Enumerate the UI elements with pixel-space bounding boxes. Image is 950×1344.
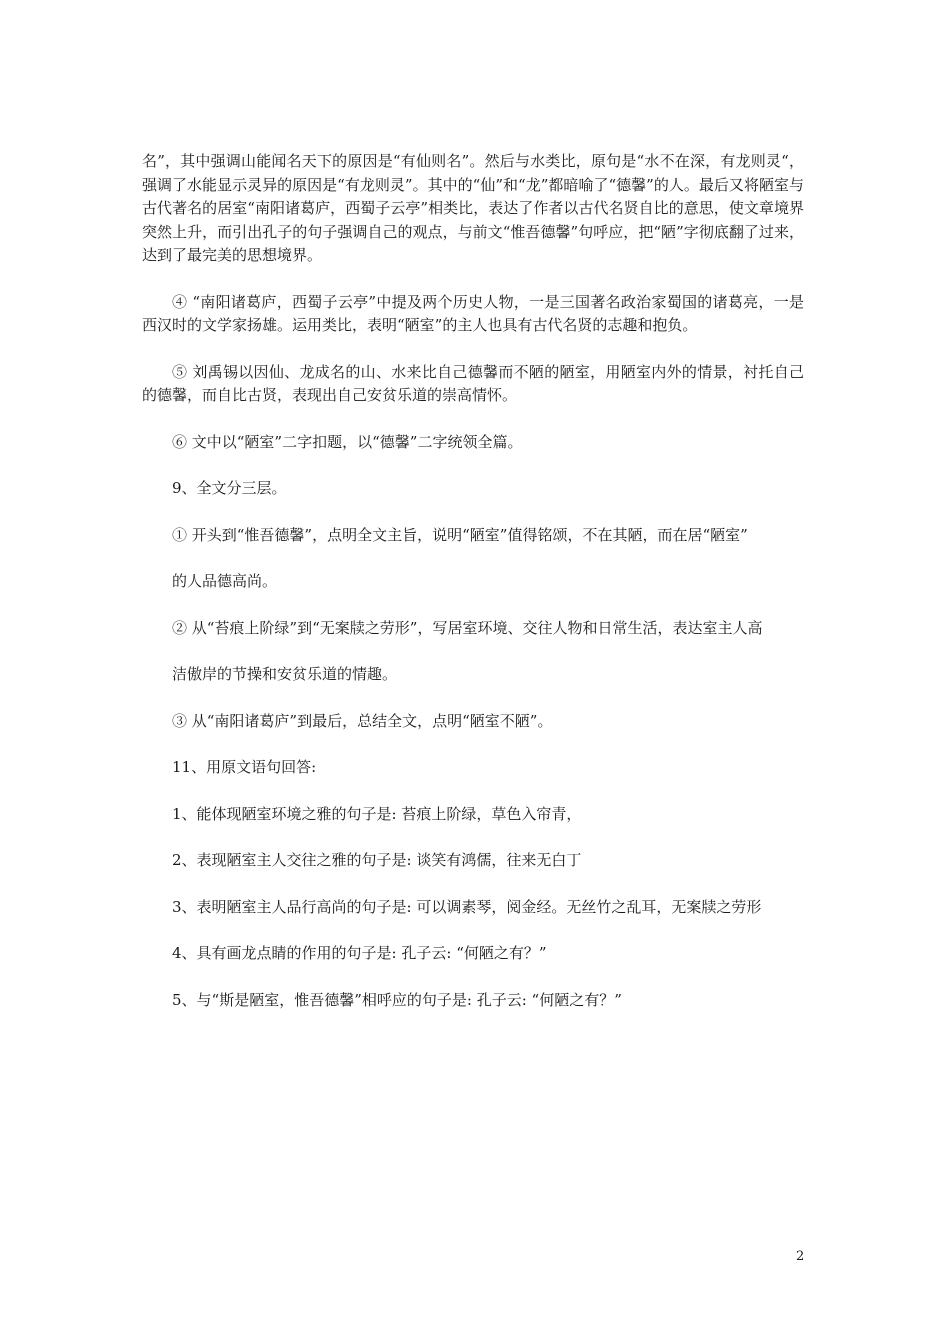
paragraph-layer-2-cont: 洁傲岸的节操和安贫乐道的情趣。 — [172, 665, 398, 683]
paragraph-point-6: ⑥ 文中以“陋室”二字扣题，以“德馨”二字统领全篇。 — [172, 432, 523, 451]
paragraph-layer-1-cont: 的人品德高尚。 — [172, 572, 278, 590]
document-body — [142, 150, 804, 1035]
answer-item-4: 4、具有画龙点睛的作用的句子是: 孔子云: “何陋之有？” — [172, 944, 547, 962]
answer-item-2: 2、表现陋室主人交往之雅的句子是: 谈笑有鸿儒，往来无白丁 — [172, 851, 582, 869]
paragraph-continuation: 名”，其中强调山能闻名天下的原因是“有仙则名”。然后与水类比，原句是“水不在深，有龙则灵“，强调了水能显示灵异的原因是“有龙则灵”。其中的“仙”和“龙”都暗喻了“德馨”的人。最后又将陋室与古代著名的居室“南阳诸葛庐，西蜀子云亭”相类比，表达了作者以古代名贤自比的意思，使文章境界突然上升，而引出孔子的句子强调自己的观点，与前文“惟吾德馨”句呼应，把“陋”字彻底翻了过来，达到了最完美的思想境界。 — [142, 152, 804, 264]
paragraph-point-5: ⑤ 刘禹锡以因仙、龙成名的山、水来比自己德馨而不陋的陋室，用陋室内外的情景，衬托自己的德馨，而自比古贤，表现出自己安贫乐道的崇高情怀。 — [142, 362, 804, 404]
answer-item-5: 5、与“斯是陋室，惟吾德馨”相呼应的句子是: 孔子云: “何陋之有？” — [172, 990, 622, 1009]
answer-item-3: 3、表明陋室主人品行高尚的句子是: 可以调素琴，阅金经。无丝竹之乱耳，无案牍之劳形 — [172, 897, 762, 916]
paragraph-question-9: 9、全文分三层。 — [172, 479, 287, 497]
paragraph-layer-2: ② 从“苔痕上阶绿”到“无案牍之劳形”，写居室环境、交往人物和日常生活，表达室主人高 — [172, 618, 763, 637]
page-number: 2 — [796, 1249, 805, 1264]
paragraph-layer-1: ① 开头到“惟吾德馨”，点明全文主旨，说明“陋室”值得铭颂，不在其陋，而在居“陋室” — [172, 525, 748, 544]
paragraph-point-4: ④ “南阳诸葛庐，西蜀子云亭”中提及两个历史人物，一是三国著名政治家蜀国的诸葛亮，一是西汉时的文学家扬雄。运用类比，表明“陋室”的主人也具有古代名贤的志趣和抱负。 — [142, 292, 804, 334]
answer-item-1: 1、能体现陋室环境之雅的句子是: 苔痕上阶绿，草色入帘青， — [172, 804, 582, 823]
paragraph-question-11: 11、用原文语句回答: — [172, 758, 317, 776]
paragraph-layer-3: ③ 从“南阳诸葛庐”到最后，总结全文，点明“陋室不陋”。 — [172, 711, 553, 730]
